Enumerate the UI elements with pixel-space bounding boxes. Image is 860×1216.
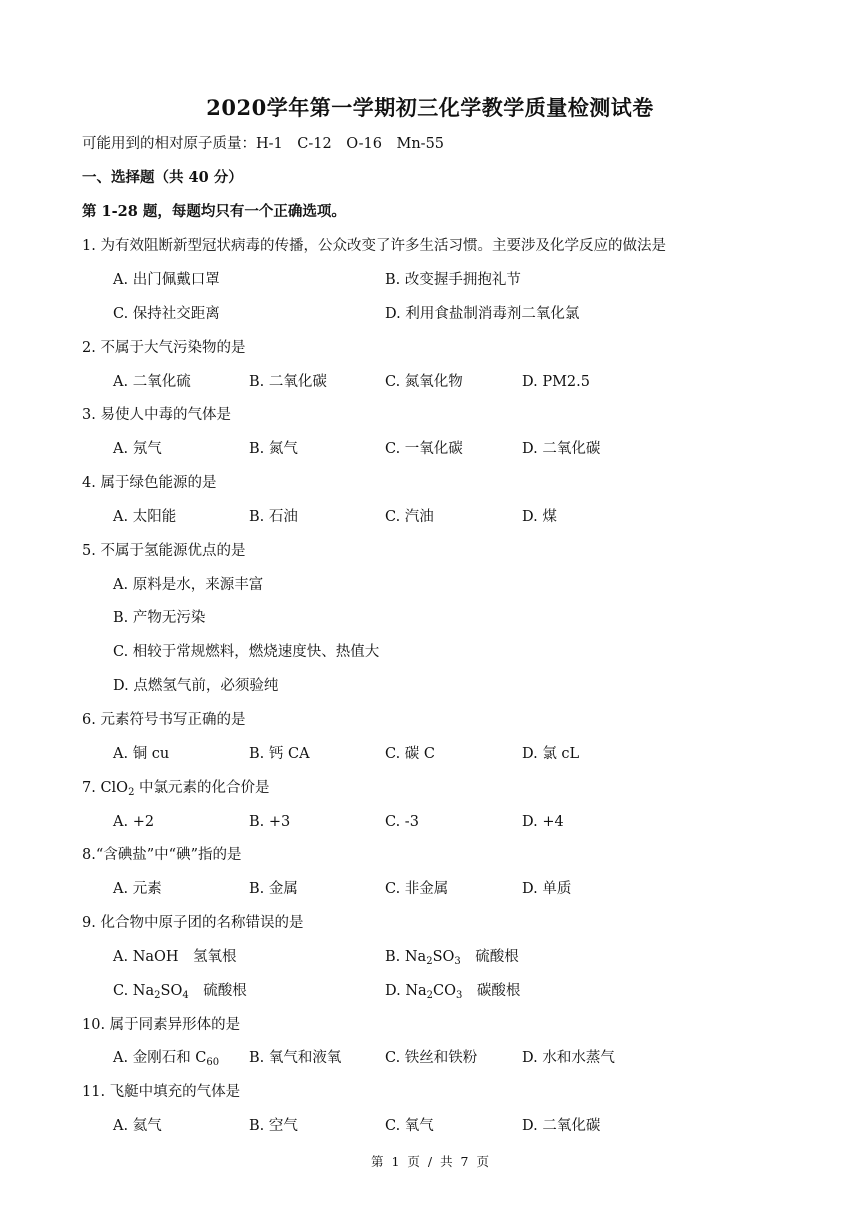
option: B. 金属 [249, 881, 298, 897]
option: A. 氖气 [113, 441, 162, 457]
question-stem: 8.“含碘盐”中“碘”指的是 [82, 847, 242, 863]
question-stem: 6. 元素符号书写正确的是 [82, 712, 246, 728]
option [113, 1048, 219, 1073]
option: C. 铁丝和铁粉 [385, 1050, 478, 1066]
subscript: 2 [128, 787, 135, 798]
option-row [113, 642, 773, 662]
subscript: 60 [206, 1057, 220, 1068]
question-stem: 10. 属于同素异形体的是 [82, 1017, 241, 1033]
atomic-mass-note: 可能用到的相对原子质量：H-1 C-12 O-16 Mn-55 [82, 136, 445, 152]
subscript: 3 [456, 990, 463, 1001]
question-stem: 4. 属于绿色能源的是 [82, 475, 217, 491]
option-row [113, 947, 773, 967]
option: C. -3 [385, 814, 419, 830]
option: D. 煤 [522, 509, 557, 525]
subscript: 3 [454, 956, 461, 967]
option-text: 硫酸根 [460, 949, 519, 965]
option [385, 981, 520, 1006]
option: B. 改变握手拥抱礼节 [385, 272, 521, 288]
option: A. 太阳能 [113, 509, 177, 525]
option: D. 氯 cL [522, 746, 580, 762]
option: B. 空气 [249, 1118, 298, 1134]
option: C. 氧气 [385, 1118, 434, 1134]
page-title: 2020学年第一学期初三化学教学质量检测试卷 [206, 95, 654, 120]
question-stem: 11. 飞艇中填充的气体是 [82, 1084, 241, 1100]
subscript: 2 [426, 990, 434, 1001]
option-row [113, 575, 773, 595]
option-text: SO [160, 983, 183, 999]
subscript: 2 [426, 956, 433, 967]
option-row [113, 1048, 773, 1068]
option: C. 碳 C [385, 746, 435, 762]
option: A. 元素 [113, 881, 162, 897]
subscript: 2 [154, 990, 161, 1001]
option: C. 相较于常规燃料，燃烧速度快、热值大 [113, 644, 380, 660]
option: A. 出门佩戴口罩 [113, 272, 220, 288]
stem-text: 中氯元素的化合价是 [134, 780, 270, 796]
question-stem: 2. 不属于大气污染物的是 [82, 340, 246, 356]
question-stem [82, 778, 270, 803]
option: A. 氦气 [113, 1118, 162, 1134]
option: A. 二氧化硫 [113, 374, 191, 390]
option: B. 产物无污染 [113, 610, 206, 626]
option-text: CO [433, 983, 457, 999]
option-row [113, 270, 773, 290]
question-stem: 5. 不属于氢能源优点的是 [82, 543, 246, 559]
option: D. PM2.5 [522, 374, 590, 390]
option: B. 石油 [249, 509, 298, 525]
option: B. 钙 CA [249, 746, 310, 762]
stem-text: 7. ClO [82, 780, 129, 796]
option: B. 氧气和液氧 [249, 1050, 342, 1066]
option: A. 原料是水，来源丰富 [113, 577, 264, 593]
question-stem: 3. 易使人中毒的气体是 [82, 407, 231, 423]
option: D. +4 [522, 814, 564, 830]
option-row [113, 304, 773, 324]
option: A. +2 [113, 814, 155, 830]
option-row [113, 676, 773, 696]
option: C. 一氧化碳 [385, 441, 463, 457]
option: C. 非金属 [385, 881, 449, 897]
option-row [113, 439, 773, 459]
option: D. 点燃氢气前，必须验纯 [113, 678, 279, 694]
option-row [113, 744, 773, 764]
option: B. 二氧化碳 [249, 374, 327, 390]
option-row [113, 507, 773, 527]
option-text: C. Na [113, 983, 155, 999]
option: C. 氮氧化物 [385, 374, 463, 390]
option-row [113, 879, 773, 899]
option [385, 947, 519, 972]
subscript: 4 [182, 990, 189, 1001]
option: D. 单质 [522, 881, 572, 897]
option: D. 水和水蒸气 [522, 1050, 615, 1066]
option-text: B. Na [385, 949, 427, 965]
option-row [113, 812, 773, 832]
option-row [113, 1116, 773, 1136]
option: C. 汽油 [385, 509, 434, 525]
option: C. 保持社交距离 [113, 306, 220, 322]
option-row [113, 981, 773, 1001]
question-stem: 1. 为有效阻断新型冠状病毒的传播，公众改变了许多生活习惯。主要涉及化学反应的做法是 [82, 238, 666, 254]
option-text: A. 金刚石和 C [113, 1050, 207, 1066]
option-text: 硫酸根 [188, 983, 247, 999]
option-text: D. Na [385, 983, 427, 999]
option-text: 碳酸根 [462, 983, 521, 999]
section-heading: 一、选择题（共 40 分） [82, 169, 243, 186]
option: D. 利用食盐制消毒剂二氧化氯 [385, 306, 580, 322]
question-stem: 9. 化合物中原子团的名称错误的是 [82, 915, 304, 931]
instruction-text: 第 1-28 题，每题均只有一个正确选项。 [82, 203, 346, 220]
option-text: A. NaOH 氢氧根 [113, 949, 237, 965]
page-footer: 第 1 页 / 共 7 页 [371, 1154, 489, 1169]
option-text: SO [432, 949, 455, 965]
option: D. 二氧化碳 [522, 1118, 601, 1134]
option-row [113, 372, 773, 392]
option [113, 947, 237, 967]
option: D. 二氧化碳 [522, 441, 601, 457]
option [113, 981, 247, 1006]
option: B. 氮气 [249, 441, 298, 457]
option-row [113, 608, 773, 628]
option: B. +3 [249, 814, 291, 830]
option: A. 铜 cu [113, 746, 170, 762]
